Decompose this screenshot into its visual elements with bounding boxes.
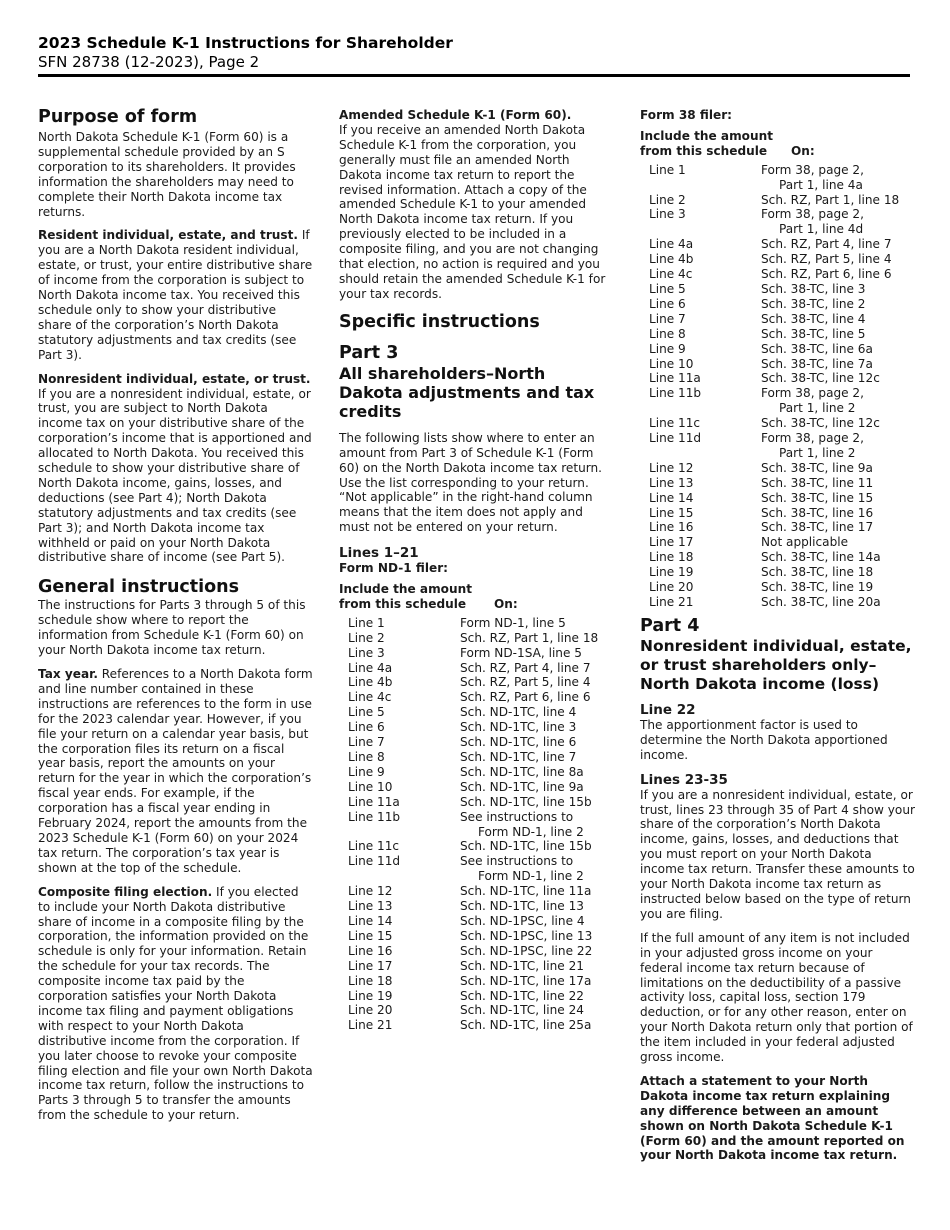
table-row (348, 631, 598, 646)
line-number: Line 11d (649, 431, 702, 446)
line-destination (460, 989, 598, 1004)
f38-column-headers (640, 129, 915, 159)
line-number: Line 14 (348, 913, 393, 928)
line-number: Line 16 (348, 943, 393, 958)
resident-paragraph (38, 228, 313, 362)
table-row (348, 884, 598, 899)
table-row (649, 535, 899, 550)
destination-text: Sch. 38-TC, line 18 (761, 565, 874, 580)
table-row (649, 312, 899, 327)
f38-col-a-line2: from this schedule (640, 143, 768, 158)
line-destination (460, 646, 598, 661)
destination-text: Sch. 38-TC, line 9a (761, 460, 873, 475)
line-number: Line 18 (649, 550, 694, 565)
line-number: Line 1 (649, 162, 686, 177)
column-middle (339, 108, 614, 1033)
table-row (348, 959, 598, 974)
f38-col-b: On: (791, 143, 815, 158)
destination-text: Sch. ND-1TC, line 4 (460, 705, 577, 720)
line-destination (761, 431, 899, 461)
line-number: Line 11d (348, 854, 401, 869)
part3-heading: Part 3 (339, 342, 399, 363)
part3-subheading: All shareholders–North Dakota adjustments and tax credits (339, 363, 595, 421)
table-row (348, 989, 598, 1004)
f38-col-a-line1: Include the amount (640, 128, 773, 143)
line-number: Line 10 (649, 356, 694, 371)
line-number: Line 8 (649, 326, 686, 341)
line-destination (460, 675, 598, 690)
line-destination (761, 476, 899, 491)
table-row (348, 899, 598, 914)
general-text: The instructions for Parts 3 through 5 of this schedule show where to report the information from Schedule K-1 (Form 60) on your North Dakota income tax return. (38, 598, 306, 658)
destination-text-continued: Part 1, line 2 (779, 401, 856, 416)
destination-text: Sch. ND-1TC, line 22 (460, 988, 584, 1003)
resident-lead: Resident individual, estate, and trust. (38, 228, 298, 243)
line-destination (761, 506, 899, 521)
nd1-col-b: On: (494, 596, 518, 611)
line-number: Line 10 (348, 779, 393, 794)
attach-statement-text: Attach a statement to your North Dakota income tax return explaining any difference between an amount shown on North Dakota Schedule K-1 (Form 60) and the amount reported on your North Dakota income tax return. (640, 1073, 905, 1163)
f38-filer-label: Form 38 filer: (640, 108, 733, 122)
general-heading: General instructions (38, 577, 240, 598)
line-number: Line 9 (649, 341, 686, 356)
destination-text: Sch. ND-1TC, line 7 (460, 750, 577, 764)
line-destination (460, 899, 598, 914)
line-destination (761, 461, 899, 476)
nd1-col-a-line2: from this schedule (339, 596, 467, 611)
line-number: Line 4c (348, 690, 392, 705)
table-row (348, 661, 598, 676)
table-row (649, 342, 899, 357)
destination-text: Sch. 38-TC, line 16 (761, 505, 874, 520)
line-number: Line 19 (348, 988, 393, 1003)
destination-text: Sch. ND-1TC, line 25a (460, 1018, 592, 1033)
destination-text: Sch. RZ, Part 6, line 6 (761, 267, 892, 282)
line-destination (460, 795, 598, 810)
page-header (38, 34, 910, 72)
line-number: Line 1 (348, 615, 385, 630)
line-destination (460, 720, 598, 735)
destination-text: Sch. 38-TC, line 20a (761, 595, 881, 609)
destination-text: Sch. ND-1TC, line 6 (460, 735, 577, 750)
line-destination (761, 267, 899, 282)
table-row (649, 282, 899, 297)
line-number: Line 6 (348, 720, 385, 735)
part4-heading: Part 4 (640, 615, 700, 636)
destination-text: Sch. 38-TC, line 7a (761, 356, 873, 371)
table-row (348, 616, 598, 631)
table-row (348, 675, 598, 690)
line-number: Line 8 (348, 750, 385, 764)
destination-text: Sch. 38-TC, line 11 (761, 475, 874, 490)
line-destination (761, 595, 899, 610)
destination-text: Sch. ND-1TC, line 15b (460, 839, 592, 854)
table-row (649, 506, 899, 521)
line-number: Line 15 (348, 928, 393, 943)
destination-text: See instructions to (460, 809, 574, 824)
line-destination (761, 282, 899, 297)
line22-text: The apportionment factor is used to determine the North Dakota apportioned income. (640, 717, 888, 762)
line-destination (460, 959, 598, 974)
line-destination (761, 207, 899, 237)
line-number: Line 4b (348, 675, 393, 690)
nonresident-paragraph (38, 372, 313, 566)
column-left (38, 107, 313, 1132)
table-row (649, 565, 899, 580)
line22-heading: Line 22 (640, 701, 696, 718)
destination-text-continued: Part 1, line 4d (779, 222, 864, 237)
table-row (348, 810, 598, 840)
nd1-filer-label: Form ND-1 filer: (339, 561, 448, 576)
destination-text: Sch. RZ, Part 4, line 7 (761, 237, 892, 252)
destination-text-continued: Form ND-1, line 2 (478, 824, 584, 839)
destination-text: Sch. 38-TC, line 5 (761, 326, 866, 341)
line-destination (761, 193, 899, 208)
destination-text: Sch. 38-TC, line 12c (761, 371, 880, 386)
line-destination (460, 929, 598, 944)
destination-text: Sch. 38-TC, line 6a (761, 341, 873, 356)
table-row (649, 327, 899, 342)
line-number: Line 17 (348, 958, 393, 973)
line-number: Line 7 (348, 735, 385, 750)
table-row (649, 193, 899, 208)
lines2335-text: If you are a nonresident individual, estate, or trust, lines 23 through 35 of Part 4 show your share of the corporation’s North Dakota income, gains, losses, and deductions that you must report on your North Dakota income tax return. Transfer these amounts to your North Dakota income tax return as instructed below based on the type of return you are filing. (640, 787, 915, 921)
line-number: Line 7 (649, 311, 686, 326)
line-number: Line 21 (348, 1018, 393, 1033)
destination-text: Sch. ND-1TC, line 11a (460, 884, 592, 899)
table-row (649, 267, 899, 282)
line-destination (761, 416, 899, 431)
table-row (649, 431, 899, 461)
table-row (348, 944, 598, 959)
fullamount-text: If the full amount of any item is not included in your adjusted gross income on your federal income tax return because of limitations on the deductibility of a passive activity loss, capital loss, section 179 deduction, or for any other reason, enter on your North Dakota return only that portion of the item included in your federal adjusted gross income. (640, 930, 913, 1065)
table-row (649, 520, 899, 535)
destination-text: Sch. RZ, Part 1, line 18 (460, 630, 599, 645)
line-number: Line 12 (348, 884, 393, 899)
destination-text: Sch. ND-1PSC, line 4 (460, 913, 585, 928)
table-row (348, 765, 598, 780)
destination-text: Sch. ND-1PSC, line 13 (460, 928, 593, 943)
table-row (348, 1003, 598, 1018)
taxyear-paragraph (38, 667, 313, 876)
line-number: Line 11c (348, 839, 400, 854)
destination-text: Sch. RZ, Part 4, line 7 (460, 660, 591, 675)
taxyear-lead: Tax year. (38, 667, 98, 681)
destination-text: Sch. ND-1TC, line 13 (460, 899, 584, 914)
table-row (348, 720, 598, 735)
lines-heading: Lines 1–21 (339, 545, 419, 562)
line-number: Line 9 (348, 764, 385, 779)
table-row (649, 416, 899, 431)
line-number: Line 4b (649, 252, 694, 267)
line-destination (460, 974, 598, 989)
nd1-column-headers (339, 582, 614, 612)
table-row (649, 297, 899, 312)
line-destination (761, 491, 899, 506)
line-number: Line 19 (649, 565, 694, 580)
table-row (649, 491, 899, 506)
destination-text: Sch. 38-TC, line 17 (761, 520, 874, 535)
line-destination (761, 535, 899, 550)
table-row (348, 735, 598, 750)
table-row (649, 237, 899, 252)
line-number: Line 15 (649, 505, 694, 520)
destination-text: Form ND-1, line 5 (460, 615, 566, 630)
line-destination (460, 661, 598, 676)
line-number: Line 20 (649, 580, 694, 595)
destination-text-continued: Form ND-1, line 2 (478, 869, 584, 884)
table-row (649, 595, 899, 610)
line-destination (761, 520, 899, 535)
line-destination (761, 252, 899, 267)
amended-text: If you receive an amended North Dakota Schedule K-1 from the corporation, you generally must file an amended North Dakota income tax return to report the revised information. Attach a copy of the amended Schedule K-1 to your amended North Dakota income tax return. If you previously elected to be included in a composite filing, and you are not changing that election, no action is required and you should retain the amended Schedule K-1 for your tax records. (339, 122, 606, 301)
line-number: Line 5 (348, 705, 385, 720)
destination-text: Form 38, page 2, (761, 162, 864, 177)
destination-text: Sch. 38-TC, line 19 (761, 580, 874, 595)
line-destination (460, 810, 598, 840)
destination-text: Form ND-1SA, line 5 (460, 645, 582, 660)
destination-text: Sch. ND-1TC, line 8a (460, 764, 584, 779)
line-destination (460, 1003, 598, 1018)
table-row (649, 476, 899, 491)
destination-text: Sch. RZ, Part 5, line 4 (460, 675, 591, 690)
destination-text: Sch. ND-1TC, line 21 (460, 958, 584, 973)
destination-text: Sch. ND-1TC, line 15b (460, 794, 592, 809)
destination-text: Sch. ND-1TC, line 3 (460, 720, 577, 735)
table-row (348, 854, 598, 884)
destination-text: Form 38, page 2, (761, 386, 864, 401)
table-row (649, 461, 899, 476)
line-destination (761, 342, 899, 357)
line-destination (460, 1018, 598, 1033)
composite-lead: Composite filing election. (38, 884, 213, 899)
f38-lines-table (649, 163, 899, 610)
table-row (348, 750, 598, 765)
line-number: Line 18 (348, 973, 393, 988)
line-destination (761, 580, 899, 595)
line-number: Line 2 (649, 192, 686, 207)
line-number: Line 11b (348, 809, 401, 824)
line-destination (761, 357, 899, 372)
nd1-lines-table (348, 616, 598, 1033)
line-number: Line 12 (649, 460, 694, 475)
destination-text: Sch. ND-1TC, line 24 (460, 1003, 584, 1018)
purpose-text: North Dakota Schedule K-1 (Form 60) is a supplemental schedule provided by an S corporation to its shareholders. It provides information the shareholders may need to complete their North Dakota income tax returns. (38, 130, 296, 219)
destination-text: Sch. RZ, Part 6, line 6 (460, 690, 591, 705)
page-subtitle: SFN 28738 (12-2023), Page 2 (38, 53, 260, 71)
table-row (348, 780, 598, 795)
purpose-heading: Purpose of form (38, 107, 198, 127)
line-number: Line 3 (348, 645, 385, 660)
destination-text: Sch. 38-TC, line 15 (761, 490, 874, 505)
resident-text: If you are a North Dakota resident individual, estate, or trust, your entire distributive share of income from the corporation is subject to North Dakota income tax. You received this schedule only to show your distributive share of the corporation’s North Dakota statutory adjustments and tax credits (see Part 3). (38, 228, 313, 362)
destination-text: Not applicable (761, 535, 849, 550)
table-row (649, 371, 899, 386)
table-row (649, 386, 899, 416)
nonresident-text: If you are a nonresident individual, estate, or trust, you are subject to North Dakota income tax on your distributive share of the corporation’s income that is apportioned and allocated to North Dakota. You received this schedule to show your distributive share of North Dakota income, gains, losses, and deductions (see Part 4); North Dakota statutory adjustments and tax credits (see Part 3); and North Dakota income tax withheld or paid on your North Dakota distributive share of income (see Part 5). (38, 386, 312, 565)
taxyear-text: References to a North Dakota form and line number contained in these instructions are references to the form in use for the 2023 calendar year. However, if you file your return on a calendar year basis, but the corporation files its return on a fiscal year basis, report the amounts on your return for the year in which the corporation’s fiscal year ends. For example, if the corporation has a fiscal year ending in February 2024, report the amounts from the 2023 Schedule K-1 (Form 60) on your 2024 tax return. The corporation’s tax year is shown at the top of the schedule. (38, 667, 313, 875)
line-destination (460, 690, 598, 705)
line-number: Line 2 (348, 630, 385, 645)
line-destination (761, 371, 899, 386)
line-destination (460, 780, 598, 795)
line-number: Line 14 (649, 490, 694, 505)
line-number: Line 11a (348, 794, 400, 809)
table-row (348, 705, 598, 720)
nd1-col-a-line1: Include the amount (339, 582, 472, 597)
line-destination (460, 944, 598, 959)
line-destination (460, 765, 598, 780)
destination-text: Sch. 38-TC, line 3 (761, 281, 866, 296)
destination-text: Sch. ND-1PSC, line 22 (460, 943, 593, 958)
line-number: Line 16 (649, 520, 694, 535)
part3-text: The following lists show where to enter an amount from Part 3 of Schedule K-1 (Form 60) on the North Dakota income tax return. Use the list corresponding to your return. “Not applicable” in the right-hand column means that the item does not apply and must not be entered on your return. (339, 430, 603, 535)
line-number: Line 11c (649, 416, 701, 431)
table-row (649, 163, 899, 193)
destination-text: Form 38, page 2, (761, 207, 864, 222)
table-row (649, 550, 899, 565)
line-destination (761, 163, 899, 193)
composite-text: If you elected to include your North Dakota distributive share of income in a composite filing by the corporation, the information provided on the schedule is only for your information. Retain the schedule for your tax records. The composite income tax paid by the corporation satisfies your North Dakota income tax filing and payment obligations with respect to your North Dakota distributive income from the corporation. If you later choose to revoke your composite filing election and file your own North Dakota income tax return, follow the instructions to Parts 3 through 5 to transfer the amounts from the schedule to your return. (38, 884, 313, 1123)
line-destination (761, 312, 899, 327)
line-destination (460, 631, 598, 646)
destination-text: Sch. ND-1TC, line 9a (460, 779, 584, 794)
line-destination (761, 386, 899, 416)
destination-text-continued: Part 1, line 4a (779, 177, 863, 192)
line-destination (761, 237, 899, 252)
table-row (348, 839, 598, 854)
line-number: Line 3 (649, 207, 686, 222)
line-destination (460, 884, 598, 899)
line-number: Line 6 (649, 296, 686, 311)
line-number: Line 13 (348, 899, 393, 914)
table-row (649, 252, 899, 267)
destination-text: See instructions to (460, 854, 574, 869)
line-destination (460, 616, 598, 631)
lines2335-heading: Lines 23-35 (640, 771, 728, 788)
table-row (348, 929, 598, 944)
line-number: Line 4a (348, 660, 393, 675)
header-divider (38, 74, 910, 77)
destination-text: Sch. 38-TC, line 2 (761, 296, 866, 311)
destination-text: Sch. 38-TC, line 4 (761, 311, 866, 326)
line-destination (761, 297, 899, 312)
line-destination (761, 327, 899, 342)
line-destination (761, 565, 899, 580)
table-row (348, 974, 598, 989)
page-title: 2023 Schedule K-1 Instructions for Shareholder (38, 34, 453, 52)
line-destination (460, 839, 598, 854)
line-destination (460, 735, 598, 750)
line-number: Line 11a (649, 371, 701, 386)
destination-text: Sch. 38-TC, line 12c (761, 416, 880, 431)
table-row (348, 795, 598, 810)
line-destination (460, 750, 598, 765)
line-destination (460, 705, 598, 720)
table-row (348, 646, 598, 661)
line-number: Line 21 (649, 595, 694, 609)
table-row (649, 580, 899, 595)
destination-text: Sch. RZ, Part 1, line 18 (761, 192, 900, 207)
destination-text: Sch. ND-1TC, line 17a (460, 973, 592, 988)
line-number: Line 4c (649, 267, 693, 282)
destination-text: Sch. RZ, Part 5, line 4 (761, 252, 892, 267)
line-number: Line 5 (649, 281, 686, 296)
table-row (649, 207, 899, 237)
line-number: Line 17 (649, 535, 694, 550)
amended-heading: Amended Schedule K-1 (Form 60). (339, 108, 572, 122)
table-row (348, 1018, 598, 1033)
destination-text: Form 38, page 2, (761, 431, 864, 446)
line-number: Line 20 (348, 1003, 393, 1018)
destination-text: Sch. 38-TC, line 14a (761, 550, 881, 565)
column-right (640, 108, 915, 1172)
line-destination (460, 914, 598, 929)
line-number: Line 13 (649, 475, 694, 490)
table-row (348, 914, 598, 929)
composite-paragraph (38, 885, 313, 1124)
table-row (649, 357, 899, 372)
destination-text-continued: Part 1, line 2 (779, 445, 856, 460)
line-destination (460, 854, 598, 884)
nonresident-lead: Nonresident individual, estate, or trust. (38, 371, 311, 386)
specific-heading: Specific instructions (339, 311, 540, 332)
line-number: Line 4a (649, 237, 694, 252)
line-number: Line 11b (649, 386, 702, 401)
part4-subheading: Nonresident individual, estate, or trust shareholders only–North Dakota income (loss) (640, 636, 912, 693)
line-destination (761, 550, 899, 565)
table-row (348, 690, 598, 705)
